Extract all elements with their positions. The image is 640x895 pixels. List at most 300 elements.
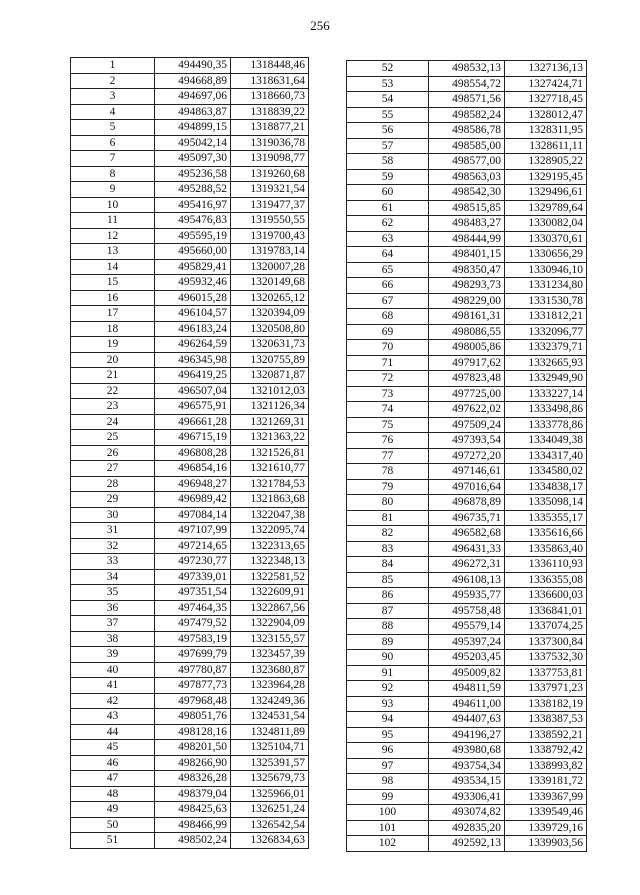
x-coordinate-cell: 497968,48 — [155, 693, 231, 709]
y-coordinate-cell: 1335355,17 — [505, 510, 587, 526]
y-coordinate-cell: 1327136,13 — [505, 61, 587, 77]
y-coordinate-cell: 1334317,40 — [505, 448, 587, 464]
table-row — [347, 402, 587, 418]
y-coordinate-cell: 1320394,09 — [231, 306, 309, 322]
x-coordinate-cell: 497877,73 — [155, 678, 231, 694]
point-number-cell: 55 — [347, 107, 429, 123]
table-row — [71, 709, 309, 725]
x-coordinate-cell: 498005,86 — [429, 340, 505, 356]
x-coordinate-cell: 498379,04 — [155, 786, 231, 802]
y-coordinate-cell: 1338592,21 — [505, 727, 587, 743]
y-coordinate-cell: 1320508,80 — [231, 321, 309, 337]
table-row — [347, 169, 587, 185]
x-coordinate-cell: 496108,13 — [429, 572, 505, 588]
table-row — [71, 259, 309, 275]
y-coordinate-cell: 1338792,42 — [505, 743, 587, 759]
point-number-cell: 26 — [71, 445, 155, 461]
point-number-cell: 75 — [347, 417, 429, 433]
point-number-cell: 22 — [71, 383, 155, 399]
y-coordinate-cell: 1322609,91 — [231, 585, 309, 601]
point-number-cell: 27 — [71, 461, 155, 477]
x-coordinate-cell: 497107,99 — [155, 523, 231, 539]
y-coordinate-cell: 1333227,14 — [505, 386, 587, 402]
y-coordinate-cell: 1334580,02 — [505, 464, 587, 480]
y-coordinate-cell: 1319260,68 — [231, 166, 309, 182]
table-row — [71, 569, 309, 585]
point-number-cell: 96 — [347, 743, 429, 759]
table-row — [347, 572, 587, 588]
table-row — [71, 368, 309, 384]
page-number: 256 — [310, 18, 330, 33]
point-number-cell: 40 — [71, 662, 155, 678]
x-coordinate-cell: 496264,59 — [155, 337, 231, 353]
point-number-cell: 14 — [71, 259, 155, 275]
x-coordinate-cell: 495416,97 — [155, 197, 231, 213]
x-coordinate-cell: 497725,00 — [429, 386, 505, 402]
y-coordinate-cell: 1320631,73 — [231, 337, 309, 353]
x-coordinate-cell: 495595,19 — [155, 228, 231, 244]
point-number-cell: 5 — [71, 120, 155, 136]
y-coordinate-cell: 1329789,64 — [505, 200, 587, 216]
table-row — [71, 461, 309, 477]
x-coordinate-cell: 493306,41 — [429, 789, 505, 805]
x-coordinate-cell: 498502,24 — [155, 833, 231, 849]
point-number-cell: 34 — [71, 569, 155, 585]
x-coordinate-cell: 498582,24 — [429, 107, 505, 123]
y-coordinate-cell: 1337074,25 — [505, 619, 587, 635]
x-coordinate-cell: 496989,42 — [155, 492, 231, 508]
table-row — [71, 771, 309, 787]
x-coordinate-cell: 498532,13 — [429, 61, 505, 77]
y-coordinate-cell: 1322095,74 — [231, 523, 309, 539]
table-row — [347, 138, 587, 154]
x-coordinate-cell: 497479,52 — [155, 616, 231, 632]
y-coordinate-cell: 1337532,30 — [505, 650, 587, 666]
y-coordinate-cell: 1324811,89 — [231, 724, 309, 740]
y-coordinate-cell: 1323680,87 — [231, 662, 309, 678]
y-coordinate-cell: 1326834,63 — [231, 833, 309, 849]
point-number-cell: 56 — [347, 123, 429, 139]
point-number-cell: 1 — [71, 58, 155, 74]
table-row — [71, 321, 309, 337]
point-number-cell: 29 — [71, 492, 155, 508]
y-coordinate-cell: 1339367,99 — [505, 789, 587, 805]
y-coordinate-cell: 1321863,68 — [231, 492, 309, 508]
table-row — [347, 340, 587, 356]
x-coordinate-cell: 493534,15 — [429, 774, 505, 790]
y-coordinate-cell: 1320007,28 — [231, 259, 309, 275]
table-row — [71, 538, 309, 554]
y-coordinate-cell: 1321012,03 — [231, 383, 309, 399]
point-number-cell: 53 — [347, 76, 429, 92]
x-coordinate-cell: 494668,89 — [155, 73, 231, 89]
table-row — [71, 507, 309, 523]
point-number-cell: 63 — [347, 231, 429, 247]
y-coordinate-cell: 1321269,31 — [231, 414, 309, 430]
x-coordinate-cell: 496419,25 — [155, 368, 231, 384]
point-number-cell: 98 — [347, 774, 429, 790]
y-coordinate-cell: 1322348,13 — [231, 554, 309, 570]
point-number-cell: 20 — [71, 352, 155, 368]
table-row — [347, 510, 587, 526]
table-row — [347, 696, 587, 712]
x-coordinate-cell: 495288,52 — [155, 182, 231, 198]
point-number-cell: 11 — [71, 213, 155, 229]
point-number-cell: 15 — [71, 275, 155, 291]
x-coordinate-cell: 498350,47 — [429, 262, 505, 278]
y-coordinate-cell: 1335098,14 — [505, 495, 587, 511]
table-row — [71, 58, 309, 74]
y-coordinate-cell: 1337300,84 — [505, 634, 587, 650]
table-row — [347, 541, 587, 557]
table-row — [71, 662, 309, 678]
x-coordinate-cell: 498577,00 — [429, 154, 505, 170]
point-number-cell: 4 — [71, 104, 155, 120]
y-coordinate-cell: 1328311,95 — [505, 123, 587, 139]
point-number-cell: 46 — [71, 755, 155, 771]
x-coordinate-cell: 497084,14 — [155, 507, 231, 523]
point-number-cell: 71 — [347, 355, 429, 371]
x-coordinate-cell: 496854,16 — [155, 461, 231, 477]
y-coordinate-cell: 1322313,65 — [231, 538, 309, 554]
table-row — [347, 216, 587, 232]
point-number-cell: 8 — [71, 166, 155, 182]
x-coordinate-cell: 498563,03 — [429, 169, 505, 185]
x-coordinate-cell: 497583,19 — [155, 631, 231, 647]
table-row — [71, 554, 309, 570]
point-number-cell: 31 — [71, 523, 155, 539]
x-coordinate-cell: 494697,06 — [155, 89, 231, 105]
x-coordinate-cell: 498425,63 — [155, 802, 231, 818]
x-coordinate-cell: 498542,30 — [429, 185, 505, 201]
table-row — [71, 476, 309, 492]
point-number-cell: 57 — [347, 138, 429, 154]
table-row — [71, 693, 309, 709]
point-number-cell: 88 — [347, 619, 429, 635]
point-number-cell: 6 — [71, 135, 155, 151]
x-coordinate-cell: 498326,28 — [155, 771, 231, 787]
table-row — [347, 154, 587, 170]
point-number-cell: 18 — [71, 321, 155, 337]
y-coordinate-cell: 1318631,64 — [231, 73, 309, 89]
table-row — [347, 107, 587, 123]
table-row — [347, 247, 587, 263]
point-number-cell: 90 — [347, 650, 429, 666]
y-coordinate-cell: 1335616,66 — [505, 526, 587, 542]
y-coordinate-cell: 1332665,93 — [505, 355, 587, 371]
point-number-cell: 61 — [347, 200, 429, 216]
y-coordinate-cell: 1326251,24 — [231, 802, 309, 818]
point-number-cell: 33 — [71, 554, 155, 570]
point-number-cell: 45 — [71, 740, 155, 756]
table-row — [71, 151, 309, 167]
table-row — [347, 588, 587, 604]
y-coordinate-cell: 1338387,53 — [505, 712, 587, 728]
point-number-cell: 3 — [71, 89, 155, 105]
y-coordinate-cell: 1324531,54 — [231, 709, 309, 725]
table-row — [347, 324, 587, 340]
y-coordinate-cell: 1328012,47 — [505, 107, 587, 123]
y-coordinate-cell: 1321610,77 — [231, 461, 309, 477]
point-number-cell: 17 — [71, 306, 155, 322]
y-coordinate-cell: 1321784,53 — [231, 476, 309, 492]
y-coordinate-cell: 1335863,40 — [505, 541, 587, 557]
y-coordinate-cell: 1319700,43 — [231, 228, 309, 244]
table-row — [347, 61, 587, 77]
x-coordinate-cell: 498293,73 — [429, 278, 505, 294]
x-coordinate-cell: 498554,72 — [429, 76, 505, 92]
point-number-cell: 83 — [347, 541, 429, 557]
point-number-cell: 41 — [71, 678, 155, 694]
y-coordinate-cell: 1318448,46 — [231, 58, 309, 74]
x-coordinate-cell: 498086,55 — [429, 324, 505, 340]
point-number-cell: 13 — [71, 244, 155, 260]
table-row — [71, 399, 309, 415]
table-row — [71, 89, 309, 105]
table-row — [347, 495, 587, 511]
point-number-cell: 65 — [347, 262, 429, 278]
y-coordinate-cell: 1331234,80 — [505, 278, 587, 294]
y-coordinate-cell: 1323155,57 — [231, 631, 309, 647]
y-coordinate-cell: 1319036,78 — [231, 135, 309, 151]
table-row — [347, 758, 587, 774]
y-coordinate-cell: 1322581,52 — [231, 569, 309, 585]
point-number-cell: 25 — [71, 430, 155, 446]
table-row — [71, 352, 309, 368]
x-coordinate-cell: 498201,50 — [155, 740, 231, 756]
table-row — [347, 433, 587, 449]
point-number-cell: 39 — [71, 647, 155, 663]
x-coordinate-cell: 496582,68 — [429, 526, 505, 542]
point-number-cell: 32 — [71, 538, 155, 554]
table-row — [347, 200, 587, 216]
y-coordinate-cell: 1323457,39 — [231, 647, 309, 663]
table-row — [347, 92, 587, 108]
x-coordinate-cell: 498571,56 — [429, 92, 505, 108]
x-coordinate-cell: 498515,85 — [429, 200, 505, 216]
x-coordinate-cell: 497699,79 — [155, 647, 231, 663]
point-number-cell: 43 — [71, 709, 155, 725]
table-row — [71, 631, 309, 647]
x-coordinate-cell: 496104,57 — [155, 306, 231, 322]
point-number-cell: 99 — [347, 789, 429, 805]
point-number-cell: 49 — [71, 802, 155, 818]
table-row — [347, 557, 587, 573]
x-coordinate-cell: 494863,87 — [155, 104, 231, 120]
x-coordinate-cell: 497214,65 — [155, 538, 231, 554]
x-coordinate-cell: 497393,54 — [429, 433, 505, 449]
y-coordinate-cell: 1319098,77 — [231, 151, 309, 167]
y-coordinate-cell: 1322867,56 — [231, 600, 309, 616]
x-coordinate-cell: 497622,02 — [429, 402, 505, 418]
y-coordinate-cell: 1333498,86 — [505, 402, 587, 418]
table-row — [71, 120, 309, 136]
table-row — [71, 135, 309, 151]
table-row — [347, 526, 587, 542]
y-coordinate-cell: 1325966,01 — [231, 786, 309, 802]
x-coordinate-cell: 494611,00 — [429, 696, 505, 712]
x-coordinate-cell: 498161,31 — [429, 309, 505, 325]
x-coordinate-cell: 493754,34 — [429, 758, 505, 774]
point-number-cell: 47 — [71, 771, 155, 787]
table-row — [71, 182, 309, 198]
y-coordinate-cell: 1331530,78 — [505, 293, 587, 309]
table-row — [347, 309, 587, 325]
table-row — [347, 681, 587, 697]
point-number-cell: 72 — [347, 371, 429, 387]
point-number-cell: 89 — [347, 634, 429, 650]
table-row — [71, 290, 309, 306]
x-coordinate-cell: 496272,31 — [429, 557, 505, 573]
table-row — [347, 820, 587, 836]
point-number-cell: 9 — [71, 182, 155, 198]
x-coordinate-cell: 497230,77 — [155, 554, 231, 570]
y-coordinate-cell: 1327718,45 — [505, 92, 587, 108]
point-number-cell: 19 — [71, 337, 155, 353]
table-row — [71, 755, 309, 771]
table-row — [71, 104, 309, 120]
x-coordinate-cell: 496507,04 — [155, 383, 231, 399]
x-coordinate-cell: 495097,30 — [155, 151, 231, 167]
point-number-cell: 70 — [347, 340, 429, 356]
x-coordinate-cell: 494899,15 — [155, 120, 231, 136]
table-row — [71, 445, 309, 461]
y-coordinate-cell: 1337971,23 — [505, 681, 587, 697]
y-coordinate-cell: 1336110,93 — [505, 557, 587, 573]
point-number-cell: 91 — [347, 665, 429, 681]
x-coordinate-cell: 497016,64 — [429, 479, 505, 495]
point-number-cell: 68 — [347, 309, 429, 325]
y-coordinate-cell: 1328611,11 — [505, 138, 587, 154]
x-coordinate-cell: 498585,00 — [429, 138, 505, 154]
point-number-cell: 73 — [347, 386, 429, 402]
point-number-cell: 92 — [347, 681, 429, 697]
point-number-cell: 87 — [347, 603, 429, 619]
table-row — [347, 76, 587, 92]
y-coordinate-cell: 1319477,37 — [231, 197, 309, 213]
x-coordinate-cell: 494407,63 — [429, 712, 505, 728]
y-coordinate-cell: 1320265,12 — [231, 290, 309, 306]
table-row — [71, 833, 309, 849]
point-number-cell: 54 — [347, 92, 429, 108]
table-row — [71, 492, 309, 508]
x-coordinate-cell: 496715,19 — [155, 430, 231, 446]
table-row — [347, 448, 587, 464]
x-coordinate-cell: 498466,99 — [155, 817, 231, 833]
y-coordinate-cell: 1336600,03 — [505, 588, 587, 604]
table-row — [347, 774, 587, 790]
table-row — [347, 634, 587, 650]
point-number-cell: 100 — [347, 805, 429, 821]
table-row — [71, 383, 309, 399]
x-coordinate-cell: 498444,99 — [429, 231, 505, 247]
x-coordinate-cell: 494196,27 — [429, 727, 505, 743]
coordinates-table-left — [70, 57, 309, 849]
y-coordinate-cell: 1319550,55 — [231, 213, 309, 229]
x-coordinate-cell: 494490,35 — [155, 58, 231, 74]
y-coordinate-cell: 1327424,71 — [505, 76, 587, 92]
point-number-cell: 77 — [347, 448, 429, 464]
table-row — [71, 740, 309, 756]
x-coordinate-cell: 495660,00 — [155, 244, 231, 260]
table-row — [71, 802, 309, 818]
x-coordinate-cell: 497351,54 — [155, 585, 231, 601]
y-coordinate-cell: 1329496,61 — [505, 185, 587, 201]
point-number-cell: 97 — [347, 758, 429, 774]
y-coordinate-cell: 1332379,71 — [505, 340, 587, 356]
y-coordinate-cell: 1330656,29 — [505, 247, 587, 263]
point-number-cell: 51 — [71, 833, 155, 849]
y-coordinate-cell: 1339181,72 — [505, 774, 587, 790]
table-row — [347, 262, 587, 278]
y-coordinate-cell: 1321526,81 — [231, 445, 309, 461]
y-coordinate-cell: 1321126,34 — [231, 399, 309, 415]
y-coordinate-cell: 1320755,89 — [231, 352, 309, 368]
point-number-cell: 36 — [71, 600, 155, 616]
x-coordinate-cell: 497917,62 — [429, 355, 505, 371]
x-coordinate-cell: 498051,76 — [155, 709, 231, 725]
y-coordinate-cell: 1332096,77 — [505, 324, 587, 340]
x-coordinate-cell: 495009,82 — [429, 665, 505, 681]
x-coordinate-cell: 496948,27 — [155, 476, 231, 492]
point-number-cell: 60 — [347, 185, 429, 201]
point-number-cell: 30 — [71, 507, 155, 523]
point-number-cell: 58 — [347, 154, 429, 170]
point-number-cell: 52 — [347, 61, 429, 77]
y-coordinate-cell: 1325104,71 — [231, 740, 309, 756]
table-row — [71, 337, 309, 353]
x-coordinate-cell: 496183,24 — [155, 321, 231, 337]
table-row — [347, 293, 587, 309]
y-coordinate-cell: 1330082,04 — [505, 216, 587, 232]
table-row — [71, 523, 309, 539]
table-row — [347, 231, 587, 247]
table-row — [347, 603, 587, 619]
point-number-cell: 82 — [347, 526, 429, 542]
point-number-cell: 85 — [347, 572, 429, 588]
y-coordinate-cell: 1320871,87 — [231, 368, 309, 384]
x-coordinate-cell: 496575,91 — [155, 399, 231, 415]
table-row — [347, 464, 587, 480]
point-number-cell: 94 — [347, 712, 429, 728]
table-row — [347, 712, 587, 728]
x-coordinate-cell: 495932,46 — [155, 275, 231, 291]
x-coordinate-cell: 495758,48 — [429, 603, 505, 619]
x-coordinate-cell: 497464,35 — [155, 600, 231, 616]
x-coordinate-cell: 493074,82 — [429, 805, 505, 821]
x-coordinate-cell: 495476,83 — [155, 213, 231, 229]
point-number-cell: 79 — [347, 479, 429, 495]
table-row — [71, 616, 309, 632]
table-row — [71, 430, 309, 446]
point-number-cell: 38 — [71, 631, 155, 647]
table-row — [71, 73, 309, 89]
table-row — [347, 743, 587, 759]
point-number-cell: 69 — [347, 324, 429, 340]
point-number-cell: 76 — [347, 433, 429, 449]
y-coordinate-cell: 1325391,57 — [231, 755, 309, 771]
table-row — [347, 665, 587, 681]
table-row — [347, 650, 587, 666]
x-coordinate-cell: 498483,27 — [429, 216, 505, 232]
table-row — [71, 786, 309, 802]
point-number-cell: 81 — [347, 510, 429, 526]
point-number-cell: 23 — [71, 399, 155, 415]
table-row — [71, 817, 309, 833]
y-coordinate-cell: 1338993,82 — [505, 758, 587, 774]
point-number-cell: 66 — [347, 278, 429, 294]
y-coordinate-cell: 1325679,73 — [231, 771, 309, 787]
